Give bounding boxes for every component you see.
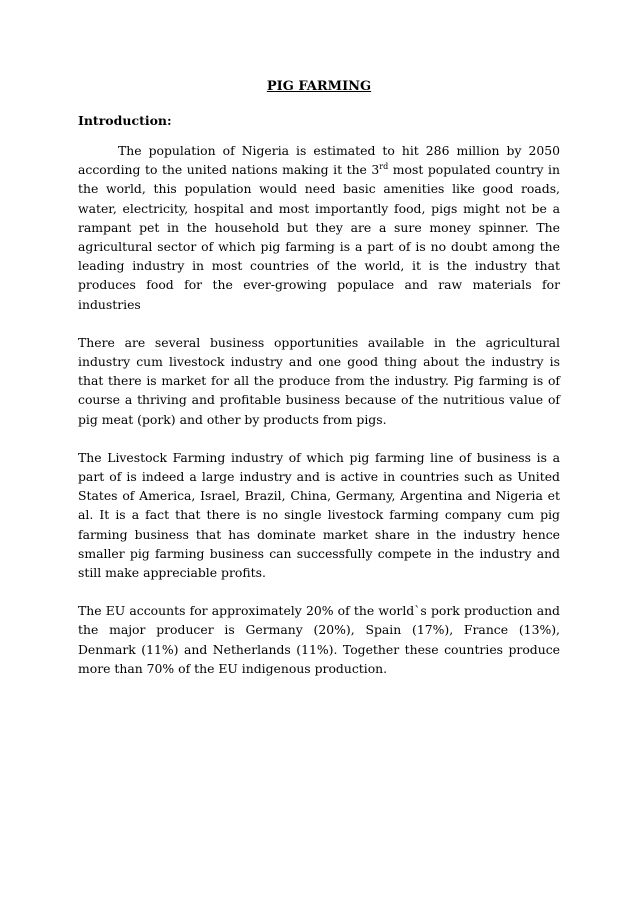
- paragraph-2: There are several business opportunities available in the agricultural industry cum livestock industry and one good thing about the industry is that there is market for all the produce from the industry. Pig farming is of course a thriving and profitable business because of the nutritious value of pig meat (pork) and other by products from pigs.: [78, 334, 560, 427]
- paragraph-3: The Livestock Farming industry of which pig farming line of business is a part of is indeed a large industry and is active in countries such as United States of America, Israel, Brazil, China, Germany, Argentina and Nigeria et al. It is a fact that there is no single livestock farming company cum pig farming business that has dominate market share in the industry hence smaller pig farming business can successfully compete in the industry and still make appreciable profits.: [78, 449, 560, 581]
- paragraph-1: [78, 141, 560, 314]
- paragraph-4: The EU accounts for approximately 20% of the world`s pork production and the major producer is Germany (20%), Spain (17%), France (13%), Denmark (11%) and Netherlands (11%). Together these countries produce more than 70% of the EU indigenous production.: [78, 603, 560, 676]
- paragraph-1-text-end: most populated country in the world, this population would need basic amenities like good roads, water, electricity, hospital and most importantly food, pigs might not be a rampant pet in the household but they are a sure money spinner. The agricultural sector of which pig farming is a part of is no doubt among the leading industry in most countries of the world, it is the industry that produces food for the ever-growing populace and raw materials for industries: [78, 162, 560, 312]
- paragraph-1-text-start: The population of Nigeria is estimated to hit 286 million by 2050 according to the united nations making it the 3: [78, 143, 560, 178]
- ordinal-superscript: rd: [379, 162, 389, 172]
- section-heading-introduction: Introduction:: [78, 113, 172, 128]
- document-title: PIG FARMING: [266, 79, 372, 94]
